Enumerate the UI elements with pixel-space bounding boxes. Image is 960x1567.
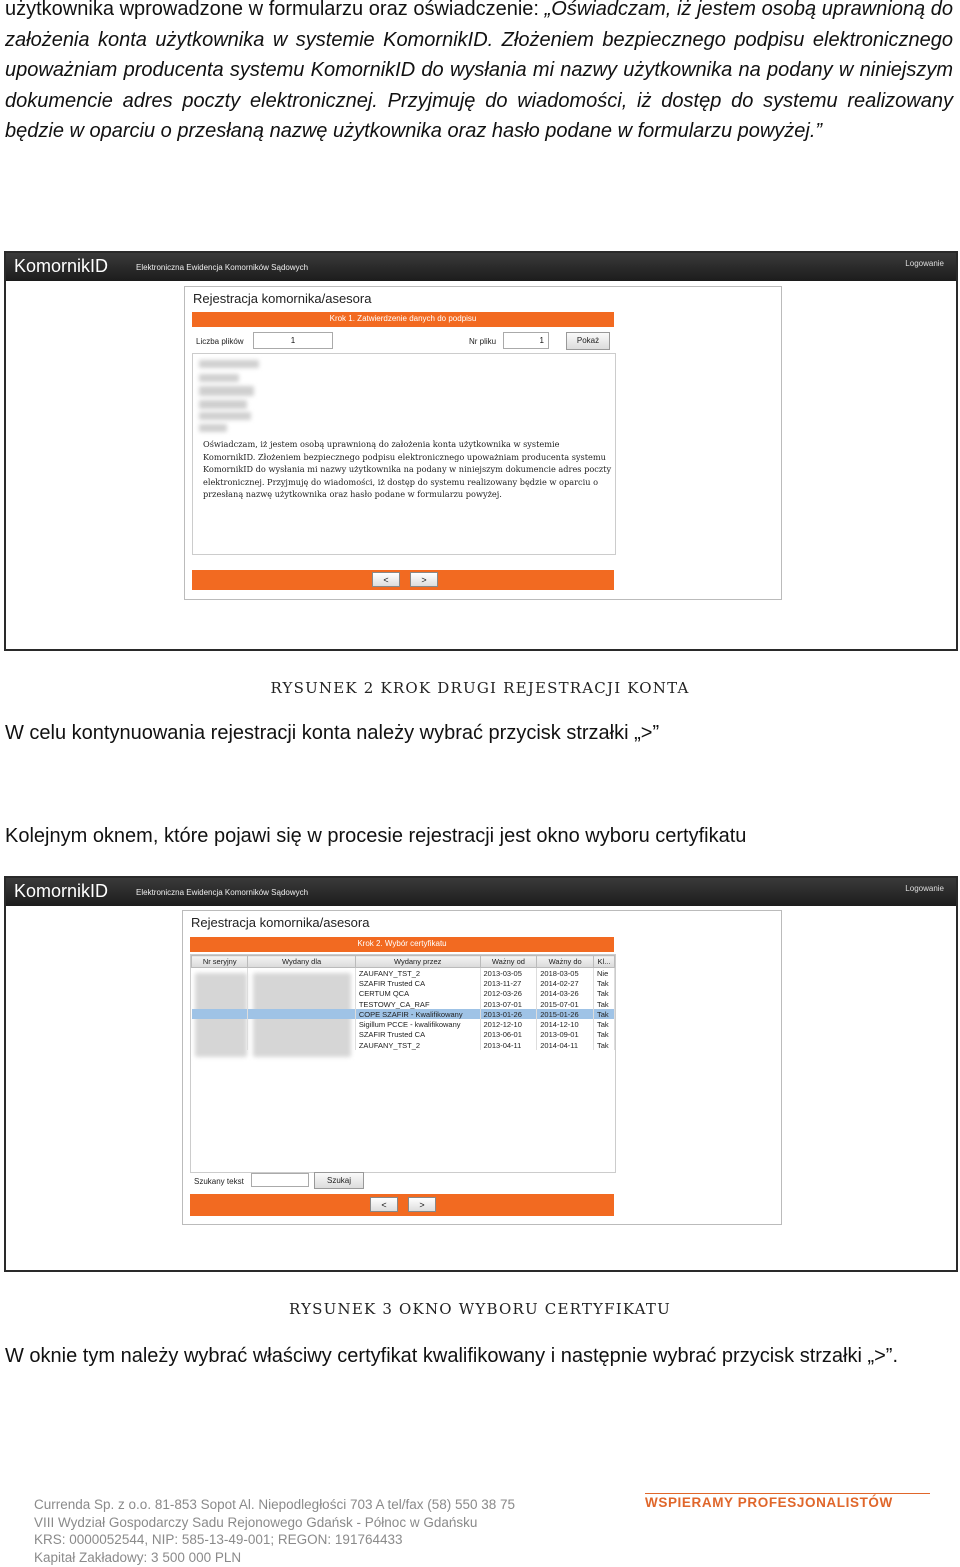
intro-text: użytkownika wprowadzone w formularzu oraz oświadczenie:	[5, 0, 545, 20]
table-row[interactable]	[192, 1040, 615, 1050]
figure-2-caption: RYSUNEK 2 KROK DRUGI REJESTRACJI KONTA	[270, 679, 690, 697]
app-logo: KomornikID	[14, 256, 109, 276]
file-number-label: Nr pliku	[469, 337, 497, 346]
valid-from: 2013-03-05	[480, 968, 537, 979]
blurred-text	[199, 374, 239, 382]
issuer: SZAFIR Trusted CA	[355, 978, 480, 988]
slogan-underline	[645, 1493, 930, 1494]
screenshot-step-2	[4, 876, 958, 1272]
files-label: Liczba plików	[196, 337, 244, 346]
valid-to: 2014-03-26	[537, 989, 594, 999]
blurred-text	[199, 386, 254, 396]
valid-from: 2012-03-26	[480, 989, 537, 999]
issuer: SZAFIR Trusted CA	[355, 1030, 480, 1040]
qualified: Tak	[594, 978, 615, 988]
next-button[interactable]: >	[408, 1197, 436, 1212]
valid-to: 2014-12-10	[537, 1019, 594, 1029]
figure-3-caption: RYSUNEK 3 OKNO WYBORU CERTYFIKATU	[289, 1300, 671, 1318]
table-row[interactable]	[192, 1030, 615, 1040]
blurred-text	[199, 412, 251, 420]
table-row[interactable]	[192, 968, 615, 979]
issuer: ZAUFANY_TST_2	[355, 968, 480, 979]
step-banner	[190, 937, 614, 952]
valid-from: 2013-01-26	[480, 1009, 537, 1019]
step-label: Krok 2. Wybór certyfikatu	[357, 939, 447, 948]
valid-from: 2012-12-10	[480, 1019, 537, 1029]
panel-title: Rejestracja komornika/asesora	[191, 915, 370, 930]
next-window-text: Kolejnym oknem, które pojawi się w procesie rejestracji jest okno wyboru certyfikatu	[5, 825, 747, 847]
issuer: Sigillum PCCE - kwalifikowany	[355, 1019, 480, 1029]
blurred-text	[199, 424, 227, 432]
app-logo: KomornikID	[14, 881, 109, 901]
login-link[interactable]: Logowanie	[905, 884, 944, 893]
next-button[interactable]: >	[410, 572, 438, 587]
issuer: CERTUM QCA	[355, 989, 480, 999]
valid-from: 2013-04-11	[480, 1040, 537, 1050]
valid-from: 2013-06-01	[480, 1030, 537, 1040]
col-valid-to[interactable]: Ważny do	[537, 956, 594, 968]
declaration-text: Oświadczam, iż jestem osobą uprawnioną do założenia konta użytkownika w systemie KomornikID. Złożeniem bezpiecznego podpisu elektronicznego upoważniam producenta systemu KomornikID do wysłania mi nazwy użytkownika na podany w niniejszym dokumencie adres poczty elektronicznej. Przyjmuję do wiadomości, iż dostęp do systemu realizowany będzie w oparciu o przesłaną nazwę użytkownika oraz hasło podane w formularzu powyżej.	[203, 439, 612, 500]
col-qualified[interactable]: Kl...	[594, 956, 615, 968]
nav-bar	[192, 570, 614, 590]
search-button[interactable]: Szukaj	[314, 1172, 364, 1189]
app-subtitle: Elektroniczna Ewidencja Komorników Sądowych	[136, 888, 309, 897]
qualified: Tak	[594, 1019, 615, 1029]
valid-from: 2013-07-01	[480, 999, 537, 1009]
col-serial[interactable]: Nr seryjny	[192, 956, 248, 968]
valid-to: 2015-01-26	[537, 1009, 594, 1019]
step-label: Krok 1. Zatwierdzenie danych do podpisu	[329, 314, 477, 323]
intro-quote: „Oświadczam, iż jestem osobą uprawnioną do założenia konta użytkownika w systemie KomornikID. Złożeniem bezpiecznego podpisu elektronicznego upoważniam producenta systemu KomornikID do wysłania mi nazwy użytkownika na podany w niniejszym dokumencie adres poczty elektronicznej. Przyjmuję do wiadomości, iż dostęp do systemu realizowany będzie w oparciu o przesłaną nazwę użytkownika oraz hasło podane w formularzu powyżej.”	[5, 0, 953, 142]
footer-court: VIII Wydział Gospodarczy Sadu Rejonowego Gdańsk - Północ w Gdańsku	[34, 1514, 478, 1530]
issuer: ZAUFANY_TST_2	[355, 1040, 480, 1050]
screenshot-step-1	[4, 251, 958, 651]
valid-to: 2014-04-11	[537, 1040, 594, 1050]
col-issued-by[interactable]: Wydany przez	[355, 956, 480, 968]
files-count-input[interactable]: 1	[253, 332, 333, 349]
nav-bar	[190, 1194, 614, 1216]
blurred-text	[199, 360, 259, 368]
app-header	[6, 878, 956, 906]
valid-to: 2015-07-01	[537, 999, 594, 1009]
continue-instruction: W celu kontynuowania rejestracji konta należy wybrać przycisk strzałki „>”	[5, 722, 660, 744]
file-number-input[interactable]: 1	[503, 332, 549, 349]
registration-panel	[184, 286, 782, 600]
certificate-list	[190, 954, 616, 1173]
valid-to: 2018-03-05	[537, 968, 594, 979]
footer-company: Currenda Sp. z o.o. 81-853 Sopot Al. Niepodległości 703 A tel/fax (58) 550 38 75	[34, 1497, 516, 1512]
app-subtitle: Elektroniczna Ewidencja Komorników Sądowych	[136, 263, 309, 272]
intro-paragraph	[5, 0, 953, 147]
footer-capital: Kapitał Zakładowy: 3 500 000 PLN	[34, 1549, 242, 1565]
certificate-table	[191, 955, 615, 1050]
qualified: Tak	[594, 1040, 615, 1050]
table-row[interactable]	[192, 978, 615, 988]
login-link[interactable]: Logowanie	[905, 259, 944, 268]
issuer: TESTOWY_CA_RAF	[355, 999, 480, 1009]
col-issued-to[interactable]: Wydany dla	[248, 956, 355, 968]
table-row[interactable]	[192, 1019, 615, 1029]
table-header	[192, 956, 615, 968]
table-row[interactable]	[192, 999, 615, 1009]
issuer: COPE SZAFIR - Kwalifikowany	[355, 1009, 480, 1019]
registration-panel	[182, 910, 782, 1225]
qualified: Tak	[594, 1009, 615, 1019]
blurred-text	[199, 400, 247, 409]
final-instruction: W oknie tym należy wybrać właściwy certyfikat kwalifikowany i następnie wybrać przycisk strzałki „>”.	[5, 1345, 899, 1367]
prev-button[interactable]: <	[372, 572, 400, 587]
footer-slogan: WSPIERAMY PROFESJONALISTÓW	[645, 1495, 893, 1510]
search-input[interactable]	[251, 1173, 309, 1187]
footer-registry: KRS: 0000052544, NIP: 585-13-49-001; REGON: 191764433	[34, 1532, 403, 1547]
valid-to: 2014-02-27	[537, 978, 594, 988]
step-banner	[192, 312, 614, 327]
valid-to: 2013-09-01	[537, 1030, 594, 1040]
document-preview	[192, 353, 616, 555]
table-row-selected[interactable]	[192, 1009, 615, 1019]
search-label: Szukany tekst	[194, 1177, 244, 1186]
panel-title: Rejestracja komornika/asesora	[193, 291, 372, 306]
qualified: Tak	[594, 989, 615, 999]
qualified: Nie	[594, 968, 615, 979]
show-button[interactable]: Pokaż	[566, 332, 610, 350]
qualified: Tak	[594, 1030, 615, 1040]
qualified: Tak	[594, 999, 615, 1009]
valid-from: 2013-11-27	[480, 978, 537, 988]
col-valid-from[interactable]: Ważny od	[480, 956, 537, 968]
prev-button[interactable]: <	[370, 1197, 398, 1212]
app-header	[6, 253, 956, 281]
table-row[interactable]	[192, 989, 615, 999]
